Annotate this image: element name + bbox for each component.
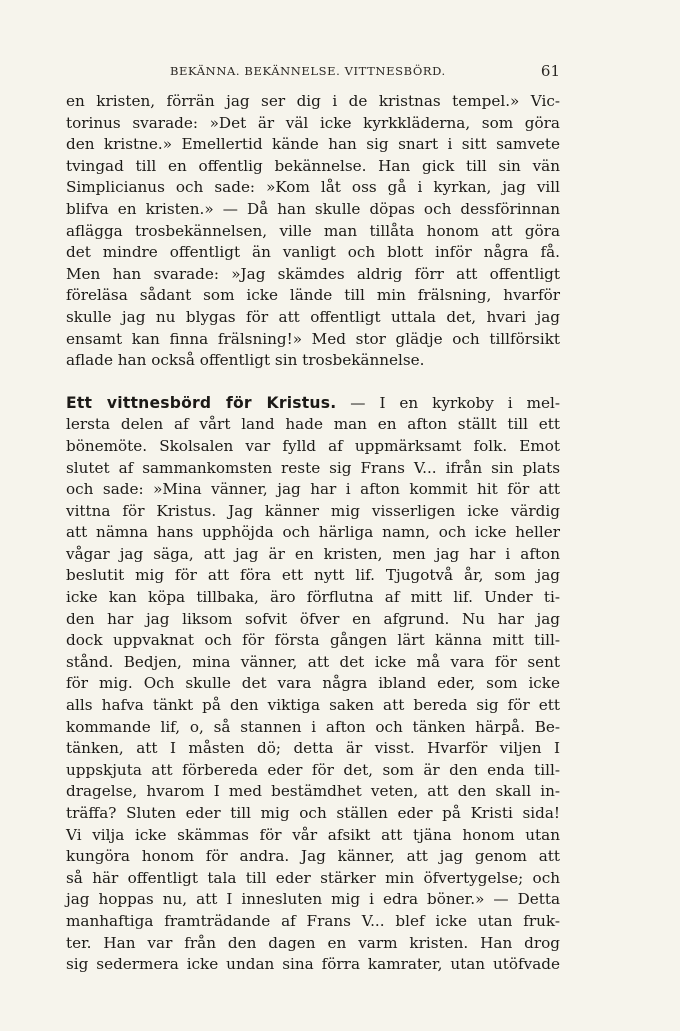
text-line: slutet af sammankomsten reste sig Frans V... ifrån sin plats (66, 458, 560, 477)
text-line: aflade han också offentligt sin trosbekännelse. (66, 351, 425, 370)
body-text (66, 91, 560, 976)
text-line: att nämna hans upphöjda och härliga namn, och icke heller (66, 523, 560, 542)
text-line: en kristen, förrän jag ser dig i de kristnas tempel.» Vic- (66, 92, 560, 110)
paragraph-vittnesbord (66, 393, 560, 976)
text-line: så här offentligt tala till eder stärker min öfvertygelse; och (66, 868, 560, 887)
text-line: aflägga trosbekännelsen, ville man tillåta honom att göra (66, 221, 560, 240)
text-line: uppskjuta att förbereda eder för det, som är den enda till- (66, 760, 560, 779)
paragraph-victorinus (66, 91, 560, 372)
text-line: det mindre offentligt än vanligt och blott inför några få. (66, 243, 560, 262)
text-line: stånd. Bedjen, mina vänner, att det icke må vara för sent (66, 652, 560, 671)
text-line: Simplicianus och sade: »Kom låt oss gå i kyrkan, jag vill (66, 178, 560, 197)
text-line: den har jag liksom sofvit öfver en afgrund. Nu har jag (66, 609, 560, 628)
text-line: dock uppvaknat och för första gången lärt känna mitt till- (66, 631, 560, 650)
heading-line (66, 393, 560, 415)
text-line: manhaftiga framträdande af Frans V... blef icke utan fruk- (66, 911, 560, 930)
running-title: BEKÄNNA. BEKÄNNELSE. VITTNESBÖRD. (170, 64, 446, 78)
running-header (66, 62, 560, 82)
text-line: ter. Han var från den dagen en varm kristen. Han drog (66, 933, 560, 952)
text-line: kungöra honom för andra. Jag känner, att jag genom att (66, 847, 560, 866)
text-line: sig sedermera icke undan sina förra kamrater, utan utöfvade (66, 955, 560, 974)
text-line: den kristne.» Emellertid kände han sig snart i sitt samvete (66, 135, 560, 154)
text-line: alls hafva tänkt på den viktiga saken att bereda sig för ett (66, 696, 560, 715)
text-line: torinus svarade: »Det är väl icke kyrkkläderna, som göra (66, 113, 560, 132)
text-line: beslutit mig för att föra ett nytt lif. Tjugotvå år, som jag (66, 566, 560, 585)
text-line: för mig. Och skulle det vara några ibland eder, som icke (66, 674, 560, 693)
text-line: vågar jag säga, att jag är en kristen, men jag har i afton (66, 544, 560, 563)
text-line: ensamt kan finna frälsning!» Med stor glädje och tillförsikt (66, 329, 560, 348)
text-line: lersta delen af vårt land hade man en afton ställt till ett (66, 415, 560, 434)
text-line: dragelse, hvarom I med bestämdhet veten, att den skall in- (66, 782, 560, 801)
text-line: tänken, att I måsten dö; detta är visst. Hvarför viljen I (66, 739, 560, 758)
text-line: icke kan köpa tillbaka, äro förflutna af mitt lif. Under ti- (66, 588, 560, 607)
text-line: skulle jag nu blygas för att offentligt uttala det, hvari jag (66, 307, 560, 326)
text-line: Men han svarade: »Jag skämdes aldrig förr att offentligt (66, 264, 560, 283)
section-heading: Ett vittnesbörd för Kristus. (66, 393, 337, 412)
text-line: Vi vilja icke skämmas för vår afsikt att tjäna honom utan (66, 825, 560, 844)
paragraph-gap (66, 372, 560, 393)
text-line: och sade: »Mina vänner, jag har i afton kommit hit för att (66, 480, 560, 499)
heading-line-rest: — I en kyrkoby i mel- (336, 393, 561, 412)
text-line: kommande lif, o, så stannen i afton och tänken härpå. Be- (66, 717, 560, 736)
text-line: bönemöte. Skolsalen var fylld af uppmärksamt folk. Emot (66, 436, 560, 455)
text-line: blifva en kristen.» — Då han skulle döpas och dessförinnan (66, 199, 560, 218)
text-line: tvingad till en offentlig bekännelse. Han gick till sin vän (66, 156, 560, 175)
text-line: vittna för Kristus. Jag känner mig visserligen icke värdig (66, 501, 560, 520)
text-line: träffa? Sluten eder till mig och ställen eder på Kristi sida! (66, 804, 560, 822)
text-line: föreläsa sådant som icke lände till min frälsning, hvarför (66, 286, 560, 305)
page-number: 61 (540, 62, 560, 80)
text-line: jag hoppas nu, att I innesluten mig i edra böner.» — Detta (66, 890, 560, 909)
